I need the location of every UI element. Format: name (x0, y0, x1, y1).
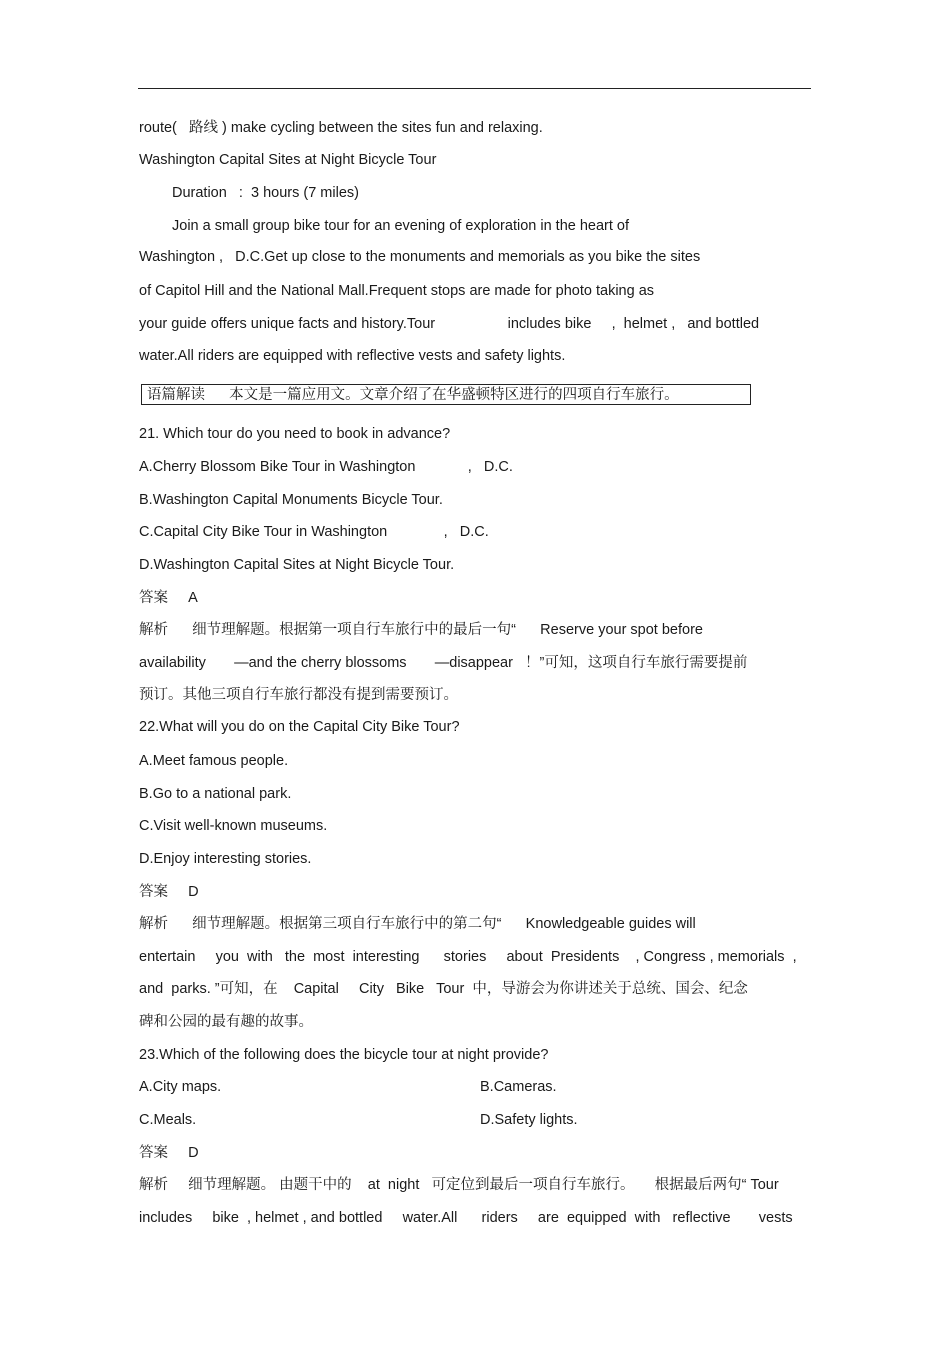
question-21: 21. Which tour do you need to book in advance? (139, 426, 451, 442)
answer-22: 答案 D (139, 884, 199, 900)
explanation-22: and parks. ”可知，在 Capital City Bike Tour 中，导游会为你讲述关于总统、国会、纪念 (139, 981, 748, 997)
tour-title: Washington Capital Sites at Night Bicycle Tour (139, 152, 437, 168)
answer-21: 答案 A (139, 590, 198, 606)
option-22-c: C.Visit well-known museums. (139, 818, 328, 834)
explanation-21: availability —and the cherry blossoms —disappear ！”可知，这项自行车旅行需要提前 (139, 655, 748, 671)
option-23-d: D.Safety lights. (480, 1112, 578, 1128)
explanation-23: 解析 细节理解题。 由题干中的 at night 可定位到最后一项自行车旅行。 根据最后两句“ Tour (139, 1177, 779, 1193)
explanation-22: entertain you with the most interesting stories about Presidents , Congress , memorials , (139, 949, 797, 965)
option-21-b: B.Washington Capital Monuments Bicycle Tour. (139, 492, 443, 508)
question-23: 23.Which of the following does the bicycle tour at night provide? (139, 1047, 549, 1063)
option-21-a: A.Cherry Blossom Bike Tour in Washington , D.C. (139, 459, 513, 475)
tour-duration: Duration : 3 hours (7 miles) (172, 185, 359, 201)
option-21-d: D.Washington Capital Sites at Night Bicycle Tour. (139, 557, 455, 573)
option-22-a: A.Meet famous people. (139, 753, 289, 769)
option-23-a: A.City maps. (139, 1079, 222, 1095)
question-22: 22.What will you do on the Capital City Bike Tour? (139, 719, 460, 735)
answer-23: 答案 D (139, 1145, 199, 1161)
option-21-c: C.Capital City Bike Tour in Washington , D.C. (139, 524, 489, 540)
passage-line: your guide offers unique facts and history.Tour includes bike , helmet , and bottled (139, 316, 760, 332)
passage-line: route( 路线 ) make cycling between the sites fun and relaxing. (139, 120, 543, 136)
explanation-21: 预订。其他三项自行车旅行都没有提到需要预订。 (139, 687, 458, 703)
explanation-23: includes bike , helmet , and bottled water.All riders are equipped with reflective vests (139, 1210, 793, 1226)
passage-line: Join a small group bike tour for an evening of exploration in the heart of (172, 218, 630, 234)
passage-line: Washington , D.C.Get up close to the monuments and memorials as you bike the sites (139, 249, 701, 265)
reading-summary-box: 语篇解读 本文是一篇应用文。文章介绍了在华盛顿特区进行的四项自行车旅行。 (141, 384, 751, 405)
option-23-b: B.Cameras. (480, 1079, 557, 1095)
option-22-b: B.Go to a national park. (139, 786, 292, 802)
explanation-21: 解析 细节理解题。根据第一项自行车旅行中的最后一句“ Reserve your spot before (139, 622, 703, 638)
passage-line: water.All riders are equipped with reflective vests and safety lights. (139, 348, 566, 364)
explanation-22: 解析 细节理解题。根据第三项自行车旅行中的第二句“ Knowledgeable guides will (139, 916, 696, 932)
header-rule (138, 88, 811, 89)
passage-line: of Capitol Hill and the National Mall.Frequent stops are made for photo taking as (139, 283, 655, 299)
explanation-22: 碑和公园的最有趣的故事。 (139, 1014, 313, 1030)
option-23-c: C.Meals. (139, 1112, 197, 1128)
option-22-d: D.Enjoy interesting stories. (139, 851, 312, 867)
